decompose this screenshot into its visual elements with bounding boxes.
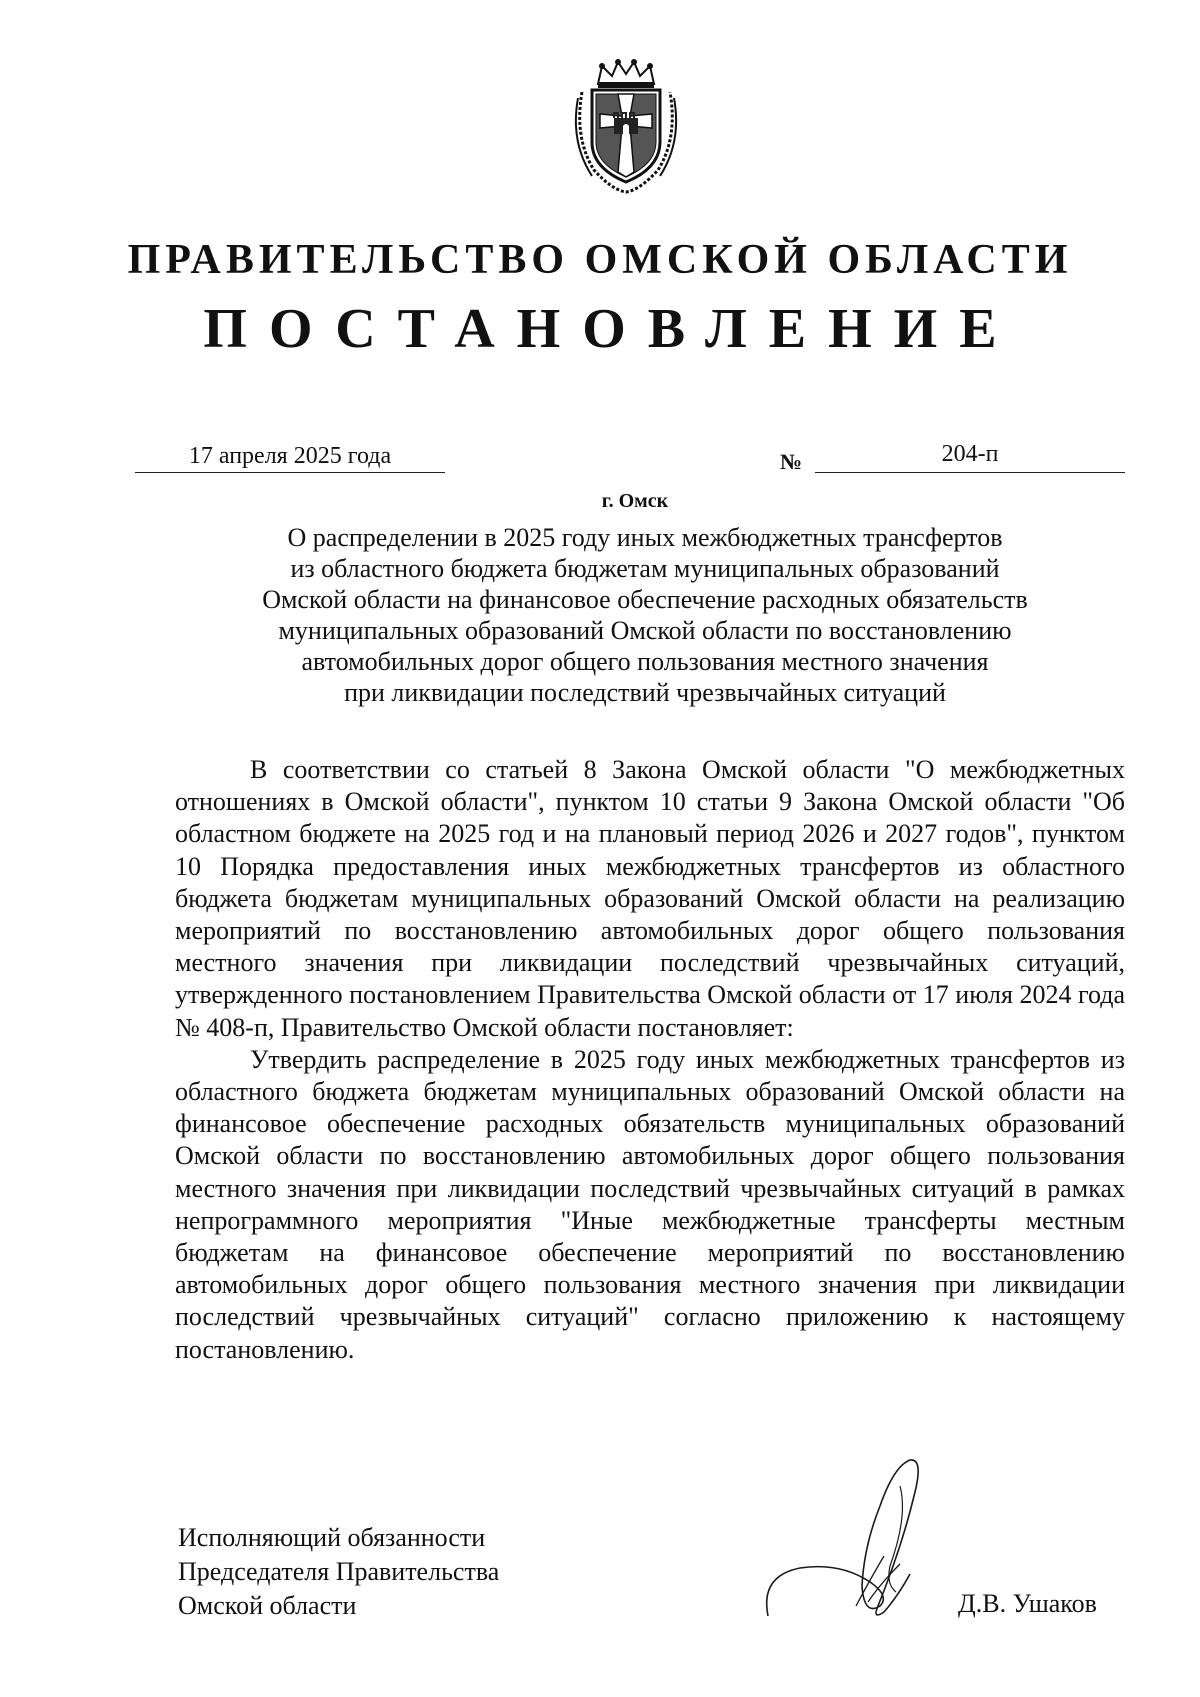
government-title: ПРАВИТЕЛЬСТВО ОМСКОЙ ОБЛАСТИ <box>127 237 1073 283</box>
number-sign: № <box>780 449 803 474</box>
document-number: 204-п <box>815 438 1125 473</box>
document-subject <box>160 522 1130 708</box>
subject-line: Омской области на финансовое обеспечение расходных обязательств <box>262 585 1028 614</box>
subject-line: при ликвидации последствий чрезвычайных ситуаций <box>344 678 946 707</box>
signer-position-line: Исполняющий обязанности <box>178 1523 486 1552</box>
subject-line: автомобильных дорог общего пользования местного значения <box>301 647 989 676</box>
city-label: г. Омск <box>601 490 669 512</box>
body-paragraph: В соответствии со статьей 8 Закона Омской области "О межбюджетных отношениях в Омской области", пунктом 10 статьи 9 Закона Омской области "Об областном бюджете на 2025 год и на плановый период 2026 и 2027 годов", пунктом 10 Порядка предоставления иных межбюджетных трансфертов из областного бюджета бюджетам муниципальных образований Омской области на реализацию мероприятий по восстановлению автомобильных дорог общего пользования местного значения при ликвидации последствий чрезвычайных ситуаций, утвержденного постановлением Правительства Омской области от 17 июля 2024 года № 408-п, Правительство Омской области постановляет: <box>175 755 1125 1042</box>
subject-line: из областного бюджета бюджетам муниципальных образований <box>290 554 1000 583</box>
document-type-title: ПОСТАНОВЛЕНИЕ <box>203 298 1019 360</box>
signer-name: Д.В. Ушаков <box>958 1589 1097 1618</box>
signer-position-line: Председателя Правительства <box>178 1557 500 1586</box>
subject-line: О распределении в 2025 году иных межбюджетных трансфертов <box>287 523 1003 552</box>
handwritten-signature-icon <box>760 1456 970 1626</box>
signer-position <box>178 1521 598 1623</box>
document-date: 17 апреля 2025 года <box>135 440 445 473</box>
body-paragraph: Утвердить распределение в 2025 году иных межбюджетных трансфертов из областного бюджета бюджетам муниципальных образований Омской области на финансовое обеспечение расходных обязательств муниципальных образований Омской области по восстановлению автомобильных дорог общего пользования местного значения при ликвидации последствий чрезвычайных ситуаций в рамках непрограммного мероприятия "Иные межбюджетные трансферты местным бюджетам на финансовое обеспечение мероприятий по восстановлению автомобильных дорог общего пользования местного значения при ликвидации последствий чрезвычайных ситуаций" согласно приложению к настоящему постановлению. <box>175 1044 1125 1364</box>
signer-position-line: Омской области <box>178 1591 357 1620</box>
document-body <box>175 754 1125 1366</box>
coat-of-arms-icon <box>568 58 684 194</box>
subject-line: муниципальных образований Омской области по восстановлению <box>278 616 1012 645</box>
